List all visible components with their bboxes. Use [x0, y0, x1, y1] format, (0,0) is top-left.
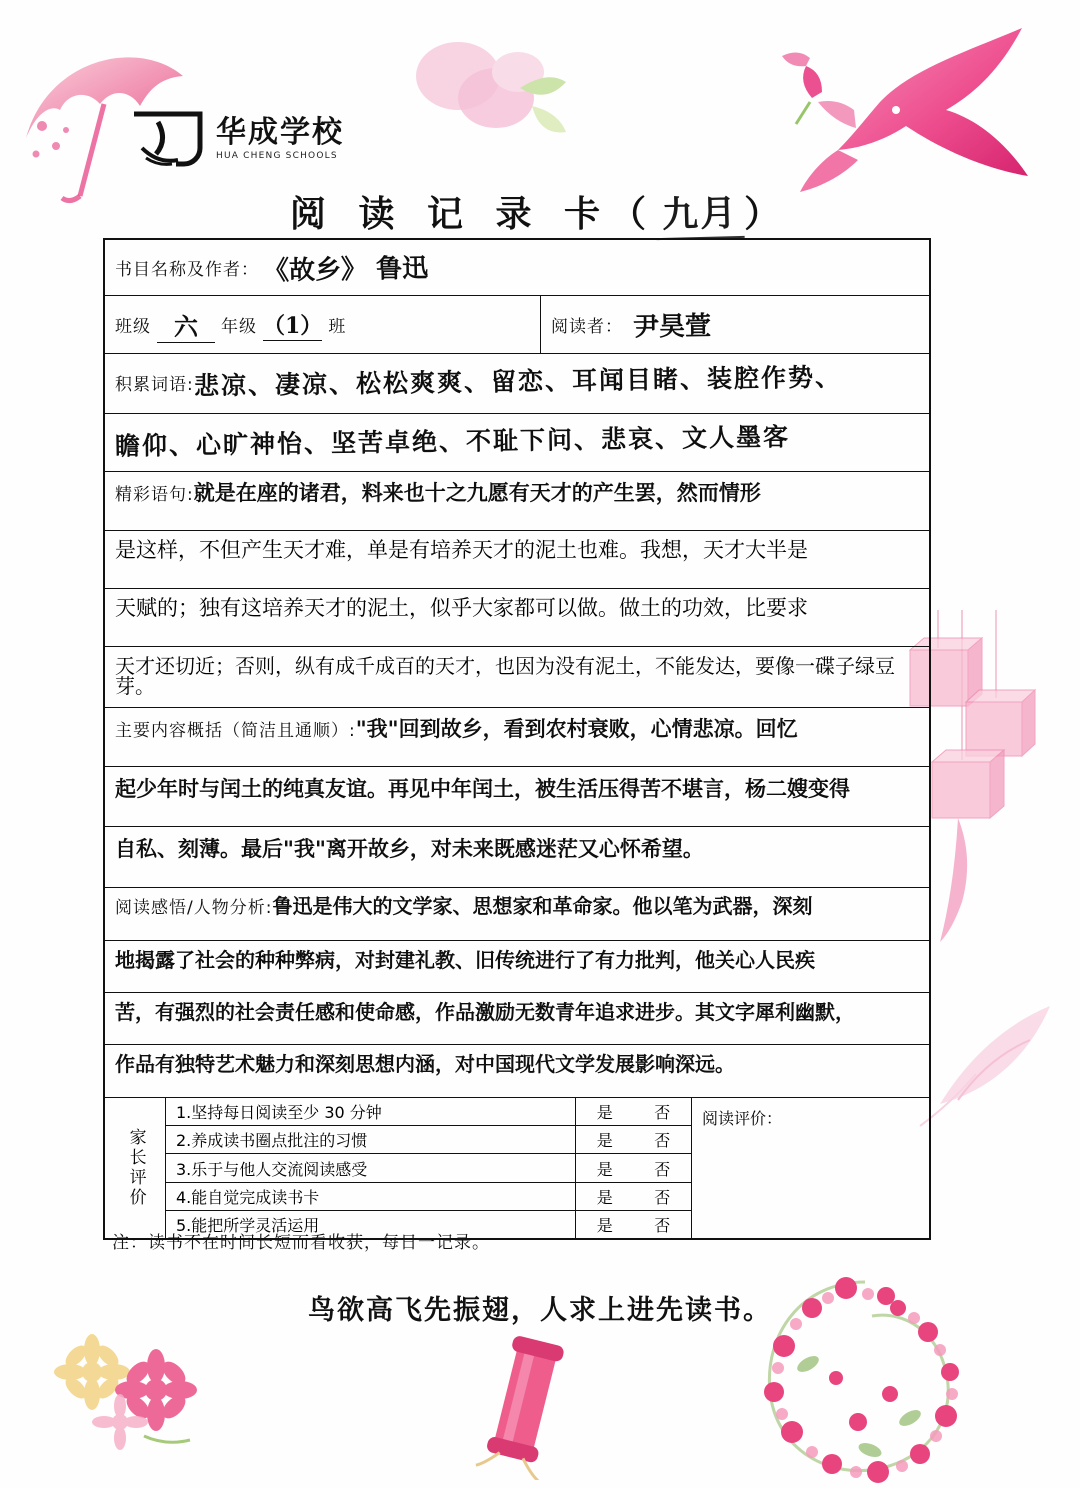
parent-eval-item-text: 5.能把所学灵活运用: [176, 1215, 320, 1235]
reader-value: 尹昊萱: [632, 311, 712, 343]
sentences-line-3: 天赋的；独有这培养天才的泥土，似乎大家都可以做。做土的功效，比要求: [115, 596, 808, 620]
vocabulary-line-2-wrap: [114, 422, 919, 461]
logo-chinese-name: 华成学校: [216, 114, 344, 150]
parent-eval-item-text: 3.乐于与他人交流阅读感受: [176, 1159, 368, 1179]
parent-evaluation-label-cell: [105, 1098, 166, 1238]
sentences-line-1: 就是在座的诸君，料来也十之九愿有天才的产生罢，然而情形: [193, 480, 761, 505]
reflection-row: [105, 888, 929, 1098]
yes-option[interactable]: 是: [596, 1187, 613, 1207]
class-reader-row: [105, 296, 929, 354]
reflection-line-4: 作品有独特艺术魅力和深刻思想内涵，对中国现代文学发展影响深远。: [115, 1052, 735, 1076]
sentences-line-1-wrap: [115, 482, 921, 504]
logo-english-name: HUA CHENG SCHOOLS: [216, 150, 338, 161]
summary-row: [105, 708, 929, 888]
reflection-divider-3: [105, 1044, 929, 1045]
reading-record-table: [103, 238, 931, 1240]
sentences-line-2: 是这样，不但产生天才难，单是有培养天才的泥土也难。我想，天才大半是: [115, 538, 808, 562]
book-title-row: [105, 240, 929, 296]
class-suffix: 班: [328, 317, 347, 337]
vocabulary-row: [105, 354, 929, 472]
reader-cell: [541, 296, 929, 353]
summary-line-2: 起少年时与闰土的纯真友谊。再见中年闰土，被生活压得苦不堪言，杨二嫂变得: [115, 776, 850, 801]
vocabulary-divider: [105, 413, 929, 414]
sentences-line-4: 天才还切近；否则，纵有成千成百的天才，也因为没有泥土，不能发达，要像一碟子绿豆芽。: [115, 654, 895, 698]
feather-decoration: [910, 1000, 1060, 1130]
yes-option[interactable]: 是: [596, 1215, 613, 1235]
no-option[interactable]: 否: [654, 1187, 671, 1207]
yes-option[interactable]: 是: [596, 1131, 613, 1151]
class-grade-suffix: 年级: [221, 317, 257, 337]
parent-eval-yesno: [575, 1183, 691, 1210]
parent-eval-item: [166, 1183, 691, 1211]
vocabulary-label: 积累词语:: [115, 375, 194, 395]
page-title-main: 阅 读 记 录 卡（: [289, 194, 657, 235]
reflection-line-2: 地揭露了社会的种种弊病，对封建礼教、旧传统进行了有力批判，他关心人民疾: [115, 948, 815, 972]
reflection-line-1-wrap: [115, 896, 921, 917]
footer-note: 注：读书不在时间长短而看收获，每日一记录。: [112, 1233, 490, 1253]
flower-petals-decoration: [400, 28, 590, 168]
no-option[interactable]: 否: [654, 1215, 671, 1235]
reflection-divider-1: [105, 940, 929, 941]
summary-divider-2: [105, 826, 929, 827]
no-option[interactable]: 否: [654, 1103, 671, 1123]
sentences-divider-3: [105, 646, 929, 647]
parent-eval-item-text: 2.养成读书圈点批注的习惯: [176, 1131, 368, 1151]
reading-evaluation-label: 阅读评价：: [702, 1109, 783, 1128]
parent-eval-yesno: [575, 1098, 691, 1125]
yes-option[interactable]: 是: [596, 1159, 613, 1179]
vocabulary-line-1-wrap: [115, 362, 919, 401]
reader-label: 阅读者：: [551, 317, 623, 337]
no-option[interactable]: 否: [654, 1131, 671, 1151]
flowers-decoration: [48, 1318, 248, 1458]
page-title: [0, 186, 1080, 239]
yes-option[interactable]: 是: [596, 1103, 613, 1123]
sentences-divider-2: [105, 588, 929, 589]
huacheng-logo-mark: [128, 108, 208, 170]
class-grade-value: 六: [157, 307, 215, 343]
reading-evaluation-cell[interactable]: [692, 1098, 929, 1238]
class-number-value: （1）: [263, 309, 322, 341]
parent-eval-item-text: 4.能自觉完成读书卡: [176, 1187, 320, 1207]
parent-evaluation-items: [166, 1098, 692, 1238]
class-label: 班级: [115, 317, 151, 337]
summary-divider-1: [105, 766, 929, 767]
summary-label: 主要内容概括（简洁且通顺）:: [115, 721, 356, 741]
summary-line-1: "我"回到故乡，看到农村衰败，心情悲凉。回忆: [355, 716, 798, 741]
parent-eval-item-text: 1.坚持每日阅读至少 30 分钟: [176, 1103, 382, 1123]
vocabulary-line-2: 瞻仰、心旷神怡、坚苦卓绝、不耻下问、悲哀、文人墨客: [114, 422, 791, 461]
page-title-close: ）: [744, 194, 791, 235]
reflection-line-1: 鲁迅是伟大的文学家、思想家和革命家。他以笔为武器，深刻: [272, 894, 813, 918]
summary-line-1-wrap: [115, 718, 921, 740]
book-title-label: 书目名称及作者：: [115, 260, 259, 280]
parent-eval-yesno: [575, 1126, 691, 1153]
sentences-divider-1: [105, 530, 929, 531]
vocabulary-line-1: 悲凉、凄凉、松松爽爽、留恋、耳闻目睹、装腔作势、: [193, 362, 842, 401]
footer-motto: 鸟欲高飞先振翅，人求上进先读书。: [308, 1295, 772, 1326]
page-title-month: 九月: [655, 185, 744, 240]
parent-eval-item: [166, 1154, 691, 1182]
parent-eval-item: [166, 1098, 691, 1126]
reflection-label: 阅读感悟/人物分析:: [115, 898, 273, 918]
parent-eval-yesno: [575, 1211, 691, 1238]
parent-eval-yesno: [575, 1154, 691, 1181]
reflection-line-3: 苦，有强烈的社会责任感和使命感，作品激励无数青年追求进步。其文字犀利幽默，: [115, 1000, 855, 1024]
summary-line-3: 自私、刻薄。最后"我"离开故乡，对未来既感迷茫又心怀希望。: [115, 836, 704, 861]
parent-eval-item: [166, 1126, 691, 1154]
reflection-divider-2: [105, 992, 929, 993]
school-logo: [128, 108, 344, 170]
scroll-decoration: [468, 1330, 588, 1480]
parent-evaluation-label: 家长评价: [125, 1128, 146, 1208]
sentences-label: 精彩语句:: [115, 485, 194, 505]
parent-evaluation-row: [105, 1098, 929, 1238]
book-title-value: 《故乡》 鲁迅: [262, 253, 429, 287]
class-cell: [105, 296, 541, 353]
bird-decoration: [760, 10, 1050, 210]
no-option[interactable]: 否: [654, 1159, 671, 1179]
sentences-row: [105, 472, 929, 708]
